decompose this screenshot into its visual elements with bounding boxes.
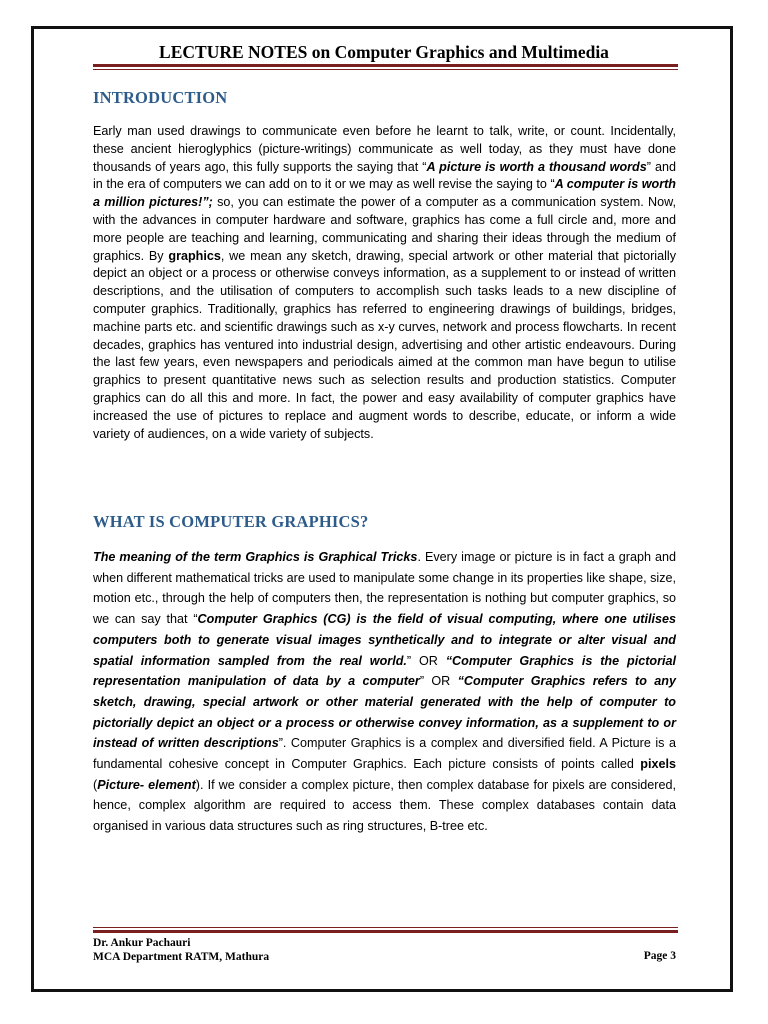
header-rule-thin xyxy=(93,69,678,70)
text-run: so, you can estimate the power of a computer as a communication system. Now, with the advances in computer hardware and software, graphics has come a full circle and, more and more people are teaching and learning, communicating and sharing their ideas through the medium of graphics. By xyxy=(93,195,676,263)
text-run: Early man used drawings to communicate even before he learnt to talk, write, or count. Incidentally, these ancient hieroglyphics (picture-writings) communicate as well today, as they must have done thousands of years ago, this fully supports the saying that “ xyxy=(93,124,676,174)
section-heading-what-is-cg: WHAT IS COMPUTER GRAPHICS? xyxy=(93,512,369,531)
term-pixels: pixels xyxy=(640,757,676,772)
text-run: ” OR xyxy=(406,653,446,668)
emphasis-run: The meaning of the term Graphics is Graphical Tricks xyxy=(93,550,418,564)
text-run: . Every image or picture is in fact a graph and when different mathematical tricks are used to manipulate some change in its properties like shape, size, motion etc., through the help of computers then, the representation is nothing but computer graphics, so we can say that “ xyxy=(93,550,676,627)
definition-paragraph xyxy=(93,547,676,837)
text-run: ” OR xyxy=(419,674,458,689)
page-number: Page 3 xyxy=(643,950,676,962)
emphasis-run: Computer Graphics (CG) is the field of visual computing, where one utilises computers both to generate visual images synthetically and to integrate or alter visual and spatial information sampled from the real world. xyxy=(93,612,676,668)
emphasis-run: A picture is worth a thousand words xyxy=(426,159,647,174)
footer-author: Dr. Ankur Pachauri xyxy=(93,937,191,949)
emphasis-run: “Computer Graphics refers to any sketch, drawing, special artwork or other material generated with the help of computer to pictorially depict an object or a process or otherwise convey information, as a supplement to or instead of written descriptions xyxy=(93,674,676,751)
text-run: ). If we consider a complex picture, then complex database for pixels are considered, hence, complex algorithm are required to access them. These complex databases contain data organised in various data structures such as ring structures, B-tree etc. xyxy=(93,777,676,834)
text-run: ”. Computer Graphics is a complex and diversified field. A Picture is a fundamental cohesive concept in Computer Graphics. Each picture consists of points called xyxy=(93,736,676,772)
header-rule xyxy=(93,64,678,67)
term-graphics: graphics xyxy=(168,248,221,263)
footer-department: MCA Department RATM, Mathura xyxy=(93,951,270,963)
footer-rule xyxy=(93,930,678,933)
emphasis-run: “Computer Graphics is the pictorial representation manipulation of data by a computer xyxy=(93,653,676,689)
footer-rule-thin xyxy=(93,927,678,928)
section-heading-introduction: INTRODUCTION xyxy=(93,88,228,107)
emphasis-run: A computer is worth a million pictures!”; xyxy=(93,177,676,210)
text-run: , we mean any sketch, drawing, special artwork or other material that pictorially depict an object or a process or otherwise conveys information, as a supplement to or instead of written descriptions, and the utilisation of computers to accomplish such tasks leads to a new discipline of computer graphics. Traditionally, graphics has referred to engineering drawings of buildings, bridges, machine parts etc. and scientific drawings such as x-y curves, network and process flowcharts. In recent decades, graphics has ventured into industrial design, advertising and other artistic endeavours. During the last few years, even newspapers and periodicals aimed at the common man have begun to utilise graphics to present quantitative news such as selection results and production statistics. Computer graphics can do all this and more. In fact, the power and easy availability of computer graphics have increased the use of pictures to replace and augment words to describe, educate, or inform a wide variety of audiences, on a wide variety of subjects. xyxy=(93,248,676,441)
text-run: ” and in the era of computers we can add on to it or we may as well revise the saying to “ xyxy=(93,159,676,192)
page-header-title: LECTURE NOTES on Computer Graphics and Multimedia xyxy=(159,42,609,62)
term-picture-element: Picture- element xyxy=(97,777,196,792)
text-run: ( xyxy=(93,777,98,792)
introduction-paragraph xyxy=(93,123,676,443)
